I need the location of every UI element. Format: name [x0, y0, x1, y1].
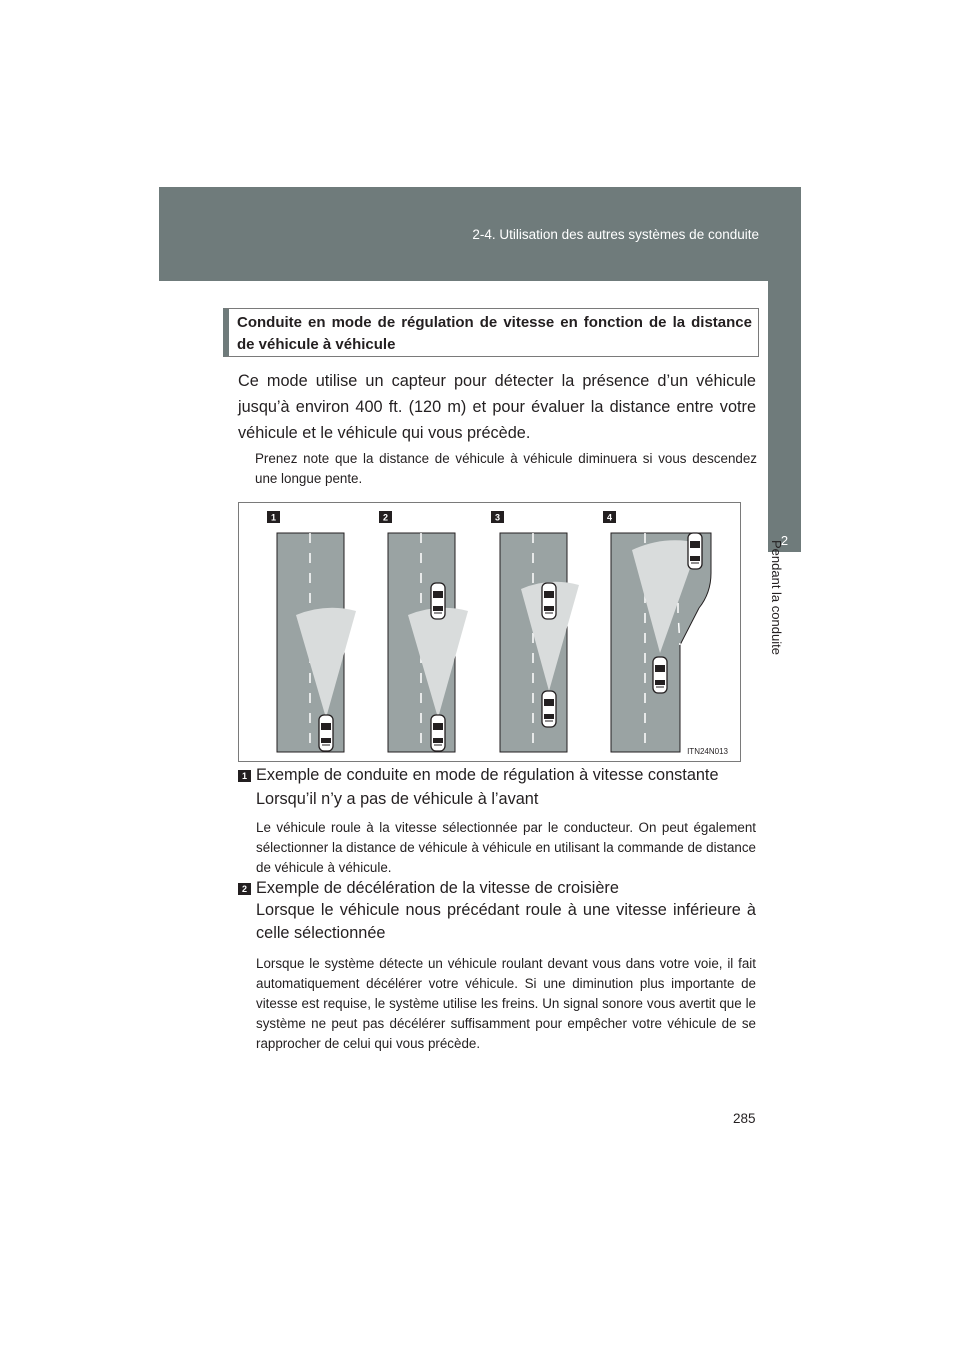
radar-illustration-svg [239, 503, 742, 763]
item-subtitle: Lorsque le véhicule nous précédant roule à une vitesse inférieure à celle sélectionnée [256, 901, 756, 942]
scene-4 [603, 511, 711, 752]
chapter-header-band [159, 187, 801, 281]
radar-illustration [238, 502, 741, 762]
chapter-side-tab [768, 265, 801, 530]
figure-code: ITN24N013 [687, 747, 728, 756]
scene-1 [267, 511, 356, 752]
own-vehicle [542, 691, 556, 727]
item-marker: 2 [238, 883, 251, 895]
scene-3 [491, 511, 579, 752]
example-item-2 [238, 877, 758, 1077]
preceding-vehicle [431, 583, 445, 619]
scene-2 [379, 511, 468, 752]
scene-marker-label: 1 [270, 512, 277, 523]
section-heading: Conduite en mode de régulation de vitesse en fonction de la distance de véhicule à véhicule [223, 308, 759, 357]
scene-marker-label: 2 [382, 512, 389, 523]
own-vehicle [653, 657, 667, 693]
item-subtitle: Lorsqu’il n’y a pas de véhicule à l’avant [256, 790, 539, 808]
item-body: Le véhicule roule à la vitesse sélectionnée par le conducteur. On peut également sélectionner la distance de véhicule à véhicule en utilisant la commande de distance de véhicule à véhicule. [256, 820, 756, 875]
section-breadcrumb: 2-4. Utilisation des autres systèmes de conduite [472, 227, 759, 242]
preceding-vehicle [542, 583, 556, 619]
chapter-number: 2 [768, 530, 801, 552]
item-body: Lorsque le système détecte un véhicule roulant devant vous dans votre voie, il fait automatiquement décélérer votre véhicule. Si une diminution plus importante de vitesse est requise, le système utilise les freins. Un signal sonore vous avertit que le système ne peut pas décélérer suffisamment pour empêcher votre véhicule de se rapprocher de celui qui vous précède. [256, 956, 756, 1051]
example-item-1 [238, 764, 758, 874]
page-number: 285 [733, 1111, 756, 1126]
note-paragraph: Prenez note que la distance de véhicule à véhicule diminuera si vous descendez une longue pente. [255, 451, 757, 486]
intro-paragraph: Ce mode utilise un capteur pour détecter la présence d’un véhicule jusqu’à environ 400 ft. (120 m) et pour évaluer la distance entre votre véhicule et le véhicule qui vous précède. [238, 372, 756, 442]
merging-vehicle [688, 533, 702, 569]
item-title: Exemple de conduite en mode de régulation à vitesse constante [256, 766, 719, 784]
chapter-label: Pendant la conduite [769, 540, 784, 655]
scene-marker-label: 3 [494, 512, 501, 523]
item-title: Exemple de décélération de la vitesse de croisière [256, 879, 619, 897]
scene-marker-label: 4 [606, 512, 613, 523]
own-vehicle [319, 715, 333, 751]
item-marker: 1 [238, 770, 251, 782]
own-vehicle [431, 715, 445, 751]
